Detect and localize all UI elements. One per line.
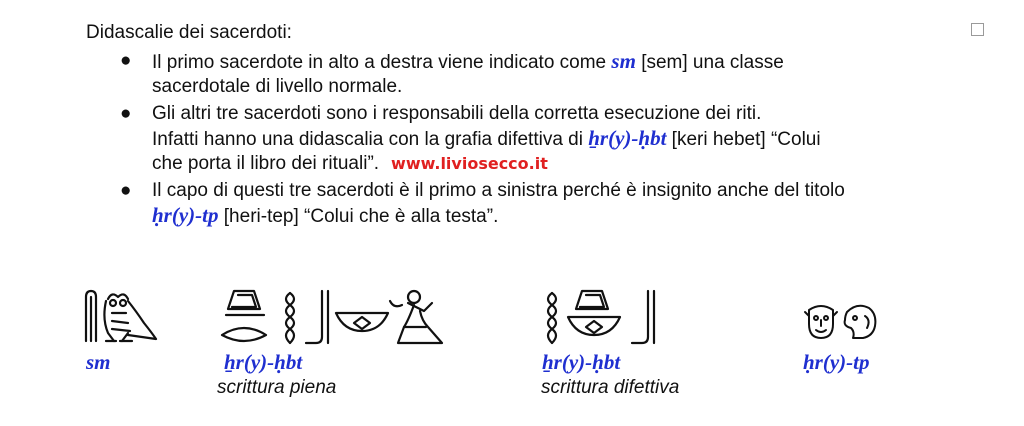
hieroglyph-hry-tp-icon (803, 302, 883, 342)
transliteration-sm: sm (611, 49, 636, 73)
bullet-icon: ● (120, 103, 132, 124)
hieroglyph-hry-hbt-full-icon (218, 287, 448, 347)
bullet-1-line-2: sacerdotale di livello normale. (152, 76, 403, 97)
bullet-icon: ● (120, 50, 132, 71)
watermark-link[interactable]: www.liviosecco.it (391, 154, 548, 173)
hieroglyph-hry-hbt-defective-icon (540, 287, 670, 347)
bullet-2-line-3: che porta il libro dei rituali”. www.liviosecco.it (152, 153, 548, 174)
bullet-icon: ● (120, 180, 132, 201)
glyph-sublabel-defective: scrittura difettiva (541, 377, 680, 398)
bullet-list (120, 49, 980, 232)
glyph-sublabel-full: scrittura piena (217, 377, 337, 398)
transliteration-hry-hbt: ẖr(y)-ḥbt (588, 126, 667, 150)
bullet-3-line-1: Il capo di questi tre sacerdoti è il primo a sinistra perché è insignito anche del titolo (152, 180, 845, 201)
bullet-item-3 (120, 179, 980, 229)
transliteration-hry-tp: ḥr(y)-tp (152, 203, 219, 227)
bullet-3-line-2: ḥr(y)-tp [heri-tep] “Colui che è alla testa”. (152, 203, 499, 227)
glyph-label-hry-hbt-defective: ẖr(y)-ḥbt (542, 350, 621, 374)
checkbox-icon[interactable] (971, 23, 984, 36)
glyph-label-hry-hbt-full: ẖr(y)-ḥbt (224, 350, 303, 374)
hieroglyph-sm-icon (82, 289, 160, 343)
bullet-2-line-1: Gli altri tre sacerdoti sono i responsabili della corretta esecuzione dei riti. (152, 103, 762, 124)
bullet-1-line-1: Il primo sacerdote in alto a destra viene indicato come sm [sem] una classe (152, 49, 784, 73)
bullet-item-1 (120, 49, 980, 99)
bullet-2-line-2: Infatti hanno una didascalia con la grafia difettiva di ẖr(y)-ḥbt [keri hebet] “Colui (152, 126, 821, 150)
glyph-label-sm: sm (86, 350, 111, 374)
glyph-label-hry-tp: ḥr(y)-tp (803, 350, 870, 374)
heading: Didascalie dei sacerdoti: (86, 22, 292, 43)
bullet-item-2 (120, 102, 980, 176)
